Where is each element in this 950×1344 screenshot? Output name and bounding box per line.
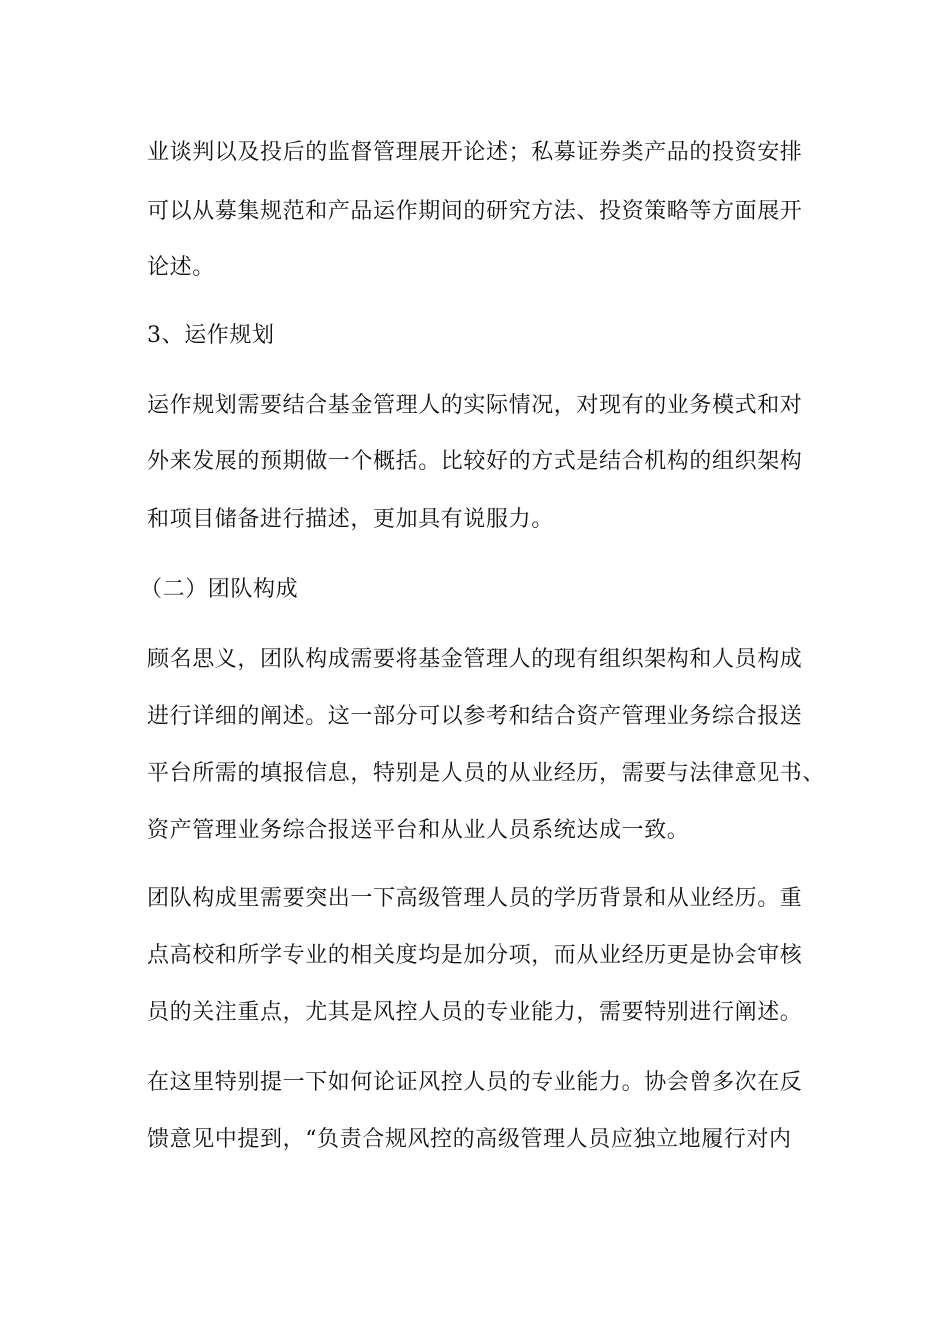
- paragraph-line: 点高校和所学专业的相关度均是加分项，而从业经历更是协会审核: [147, 943, 803, 968]
- paragraph-line: 顾名思义，团队构成需要将基金管理人的现有组织架构和人员构成: [147, 647, 803, 672]
- paragraph-line: 平台所需的填报信息，特别是人员的从业经历，需要与法律意见书、: [147, 761, 826, 786]
- paragraph-line: 馈意见中提到，“负责合规风控的高级管理人员应独立地履行对内: [147, 1127, 792, 1152]
- paragraph-line: 在这里特别提一下如何论证风控人员的专业能力。协会曾多次在反: [147, 1070, 803, 1095]
- section-heading: （二）团队构成: [140, 577, 299, 602]
- paragraph-line: 员的关注重点，尤其是风控人员的专业能力，需要特别进行阐述。: [147, 1000, 803, 1025]
- paragraph-line: 和项目储备进行描述，更加具有说服力。: [147, 507, 554, 532]
- paragraph-line: 进行详细的阐述。这一部分可以参考和结合资产管理业务综合报送: [147, 704, 803, 729]
- paragraph-line: 资产管理业务综合报送平台和从业人员系统达成一致。: [147, 818, 690, 843]
- section-heading: 3、运作规划: [147, 323, 275, 348]
- paragraph-line: 业谈判以及投后的监督管理展开论述；私募证券类产品的投资安排: [147, 140, 803, 165]
- paragraph-line: 论述。: [147, 255, 215, 280]
- paragraph-line: 团队构成里需要突出一下高级管理人员的学历背景和从业经历。重: [147, 886, 803, 911]
- paragraph-line: 可以从募集规范和产品运作期间的研究方法、投资策略等方面展开: [147, 199, 803, 224]
- paragraph-line: 外来发展的预期做一个概括。比较好的方式是结合机构的组织架构: [147, 449, 803, 474]
- paragraph-line: 运作规划需要结合基金管理人的实际情况，对现有的业务模式和对: [147, 393, 803, 418]
